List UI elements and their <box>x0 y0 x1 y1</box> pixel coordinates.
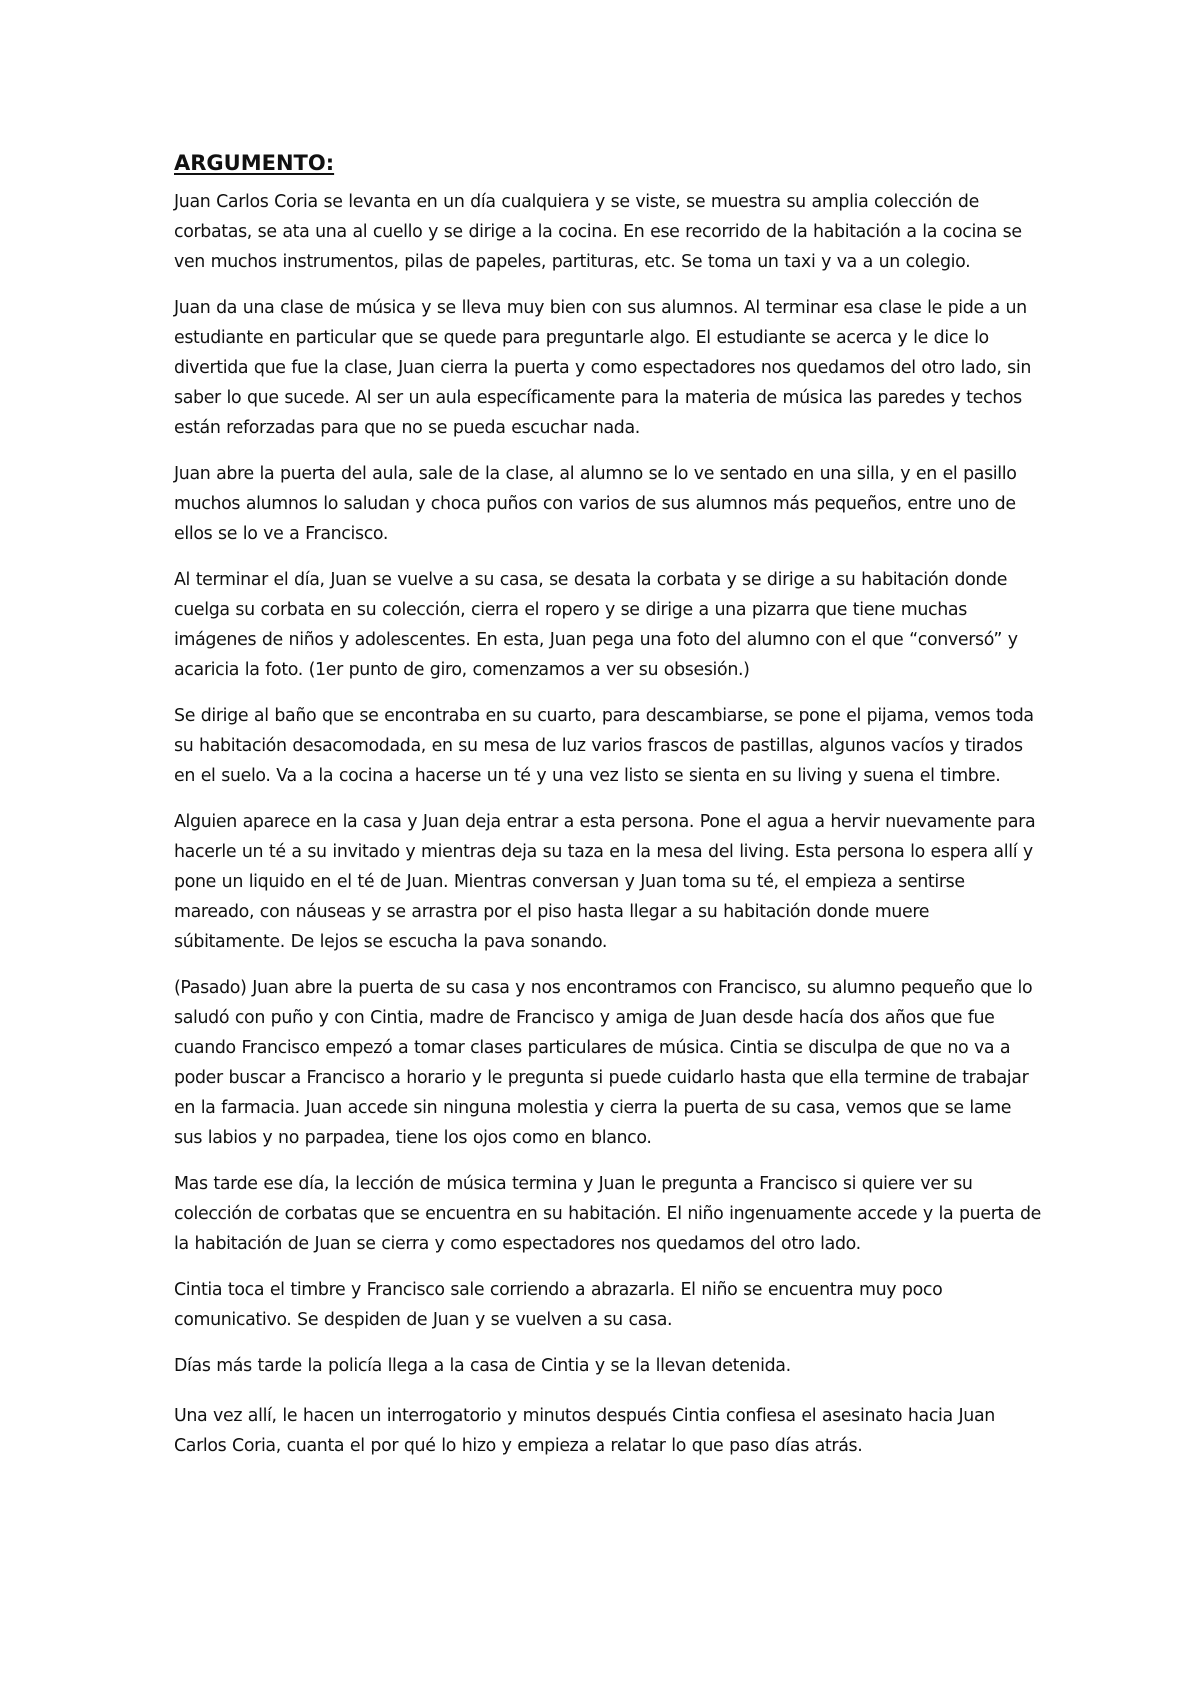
document-page <box>174 148 1044 1477</box>
paragraph: Se dirige al baño que se encontraba en su cuarto, para descambiarse, se pone el pijama, vemos toda su habitación desacomodada, en su mesa de luz varios frascos de pastillas, algunos vacíos y tirados en el suelo. Va a la cocina a hacerse un té y una vez listo se sienta en su living y suena el timbre. <box>174 706 1034 786</box>
paragraph: Alguien aparece en la casa y Juan deja entrar a esta persona. Pone el agua a hervir nuevamente para hacerle un té a su invitado y mientras deja su taza en la mesa del living. Esta persona lo espera allí y pone un liquido en el té de Juan. Mientras conversan y Juan toma su té, el empieza a sentirse mareado, con náuseas y se arrastra por el piso hasta llegar a su habitación donde muere súbitamente. De lejos se escucha la pava sonando. <box>174 812 1036 952</box>
paragraph: Juan Carlos Coria se levanta en un día cualquiera y se viste, se muestra su amplia colección de corbatas, se ata una al cuello y se dirige a la cocina. En ese recorrido de la habitación a la cocina se ven muchos instrumentos, pilas de papeles, partituras, etc. Se toma un taxi y va a un colegio. <box>174 192 1022 272</box>
paragraph: (Pasado) Juan abre la puerta de su casa y nos encontramos con Francisco, su alumno pequeño que lo saludó con puño y con Cintia, madre de Francisco y amiga de Juan desde hacía dos años que fue cuando Francisco empezó a tomar clases particulares de música. Cintia se disculpa de que no va a poder buscar a Francisco a horario y le pregunta si puede cuidarlo hasta que ella termine de trabajar en la farmacia. Juan accede sin ninguna molestia y cierra la puerta de su casa, vemos que se lame sus labios y no parpadea, tiene los ojos como en blanco. <box>174 978 1033 1148</box>
paragraph: Al terminar el día, Juan se vuelve a su casa, se desata la corbata y se dirige a su habitación donde cuelga su corbata en su colección, cierra el ropero y se dirige a una pizarra que tiene muchas imágenes de niños y adolescentes. En esta, Juan pega una foto del alumno con el que “conversó” y acaricia la foto. (1er punto de giro, comenzamos a ver su obsesión.) <box>174 570 1018 680</box>
paragraph: Juan da una clase de música y se lleva muy bien con sus alumnos. Al terminar esa clase le pide a un estudiante en particular que se quede para preguntarle algo. El estudiante se acerca y le dice lo divertida que fue la clase, Juan cierra la puerta y como espectadores nos quedamos del otro lado, sin saber lo que sucede. Al ser un aula específicamente para la materia de música las paredes y techos están reforzadas para que no se pueda escuchar nada. <box>174 298 1032 438</box>
paragraph: Juan abre la puerta del aula, sale de la clase, al alumno se lo ve sentado en una silla, y en el pasillo muchos alumnos lo saludan y choca puños con varios de sus alumnos más pequeños, entre uno de ellos se lo ve a Francisco. <box>174 464 1017 544</box>
paragraph: Días más tarde la policía llega a la casa de Cintia y se la llevan detenida. <box>174 1356 791 1376</box>
paragraph: Cintia toca el timbre y Francisco sale corriendo a abrazarla. El niño se encuentra muy poco comunicativo. Se despiden de Juan y se vuelven a su casa. <box>174 1280 943 1330</box>
document-heading: ARGUMENTO: <box>174 151 335 175</box>
paragraph: Mas tarde ese día, la lección de música termina y Juan le pregunta a Francisco si quiere ver su colección de corbatas que se encuentra en su habitación. El niño ingenuamente accede y la puerta de la habitación de Juan se cierra y como espectadores nos quedamos del otro lado. <box>174 1174 1041 1254</box>
paragraph: Una vez allí, le hacen un interrogatorio y minutos después Cintia confiesa el asesinato hacia Juan Carlos Coria, cuanta el por qué lo hizo y empieza a relatar lo que paso días atrás. <box>174 1406 995 1456</box>
